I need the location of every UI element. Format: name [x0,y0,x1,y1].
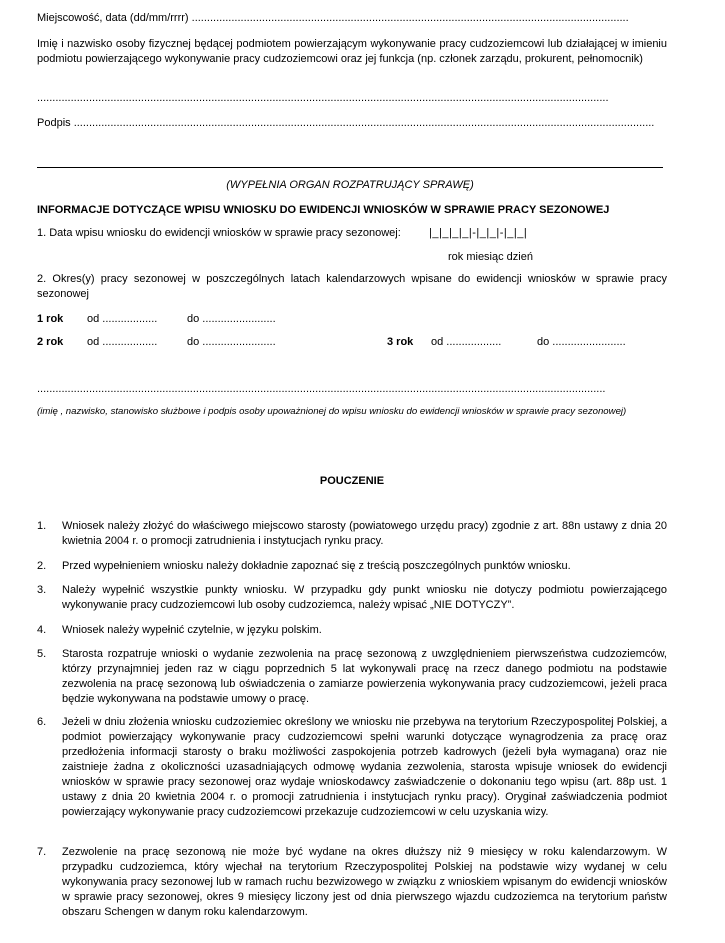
year-2-from-field: od .................. [87,336,158,348]
instruction-text: Jeżeli w dniu złożenia wniosku cudzoziemiec określony we wniosku nie przebywa na terytorium Rzeczypospolitej Polskiej, a podmiot powierzający wykonywanie pracy cudzoziemcowi spełni warunki dotyczące wynagrodzenia za pracę oraz przedłożenia informacji starosty o braku możliwości zaspokojenia potrzeb kadrowych (jeżeli była wymagana) oraz nie zaistnieje żadna z okoliczności uzasadniających odmowę wydania zezwolenia, starosta wpisuje wniosek do ewidencji wniosków w sprawie pracy sezonowej oraz wydaje wnioskodawcy zaświadczenie o dokonaniu tego wpisu (art. 88p ust. 1 ustawy z dnia 20 kwietnia 2004 r. o promocji zatrudnienia i instytucjach rynku pracy). Oryginał zaświadczenia podmiot powierzający wykonywanie pracy cudzoziemcowi przekazuje cudzoziemcowi w celu uzyskania wizy. [62,716,667,818]
year-2-to-field: do ........................ [187,336,276,348]
instruction-number: 5. [37,648,47,660]
instruction-number: 3. [37,584,47,596]
person-info-dots: ........................................................................................................................................................................................... [37,92,609,104]
section-divider [37,167,663,168]
instruction-text: Wniosek należy złożyć do właściwego miejscowo starosty (powiatowego urzędu pracy) zgodnie z art. 88n ustawy z dnia 20 kwietnia 2004 r. o promocji zatrudnienia i instytucjach rynku pracy. [62,520,667,547]
instruction-text: Starosta rozpatruje wnioski o wydanie zezwolenia na pracę sezonową z uwzględnieniem pierwszeństwa cudzoziemców, którzy przynajmniej jeden raz w ciągu poprzednich 5 lat wykonywali pracę na rzecz danego podmiotu na podstawie zezwolenia na pracę sezonową lub oświadczenia o zamiarze powierzenia wykonywania pracy cudzoziemcowi, jeżeli praca będzie wykonywana na podstawie umowy o pracę. [62,648,667,705]
year-1-label: 1 rok [37,313,64,325]
filled-by-organ-note: (WYPEŁNIA ORGAN ROZPATRUJĄCY SPRAWĘ) [226,179,474,191]
instruction-number: 7. [37,846,47,858]
instructions-title: POUCZENIE [319,475,385,487]
year-1-to-field: do ........................ [187,313,276,325]
instruction-text: Wniosek należy wypełnić czytelnie, w języku polskim. [62,624,322,636]
instruction-number: 6. [37,716,47,728]
instruction-text: Przed wypełnieniem wniosku należy dokładnie zapoznać się z treścią poszczególnych punktów wniosku. [62,560,571,572]
place-date-field: Miejscowość, data (dd/mm/rrrr) ............................................................................................................................................... [37,12,629,24]
person-info-label: Imię i nazwisko osoby fizycznej będącej podmiotem powierzającym wykonywanie pracy cudzoziemcowi lub działającej w imieniu podmiotu powierzającego wykonywanie pracy cudzoziemcowi oraz jej funkcja (np. członek zarządu, prokurent, pełnomocnik) [37,38,667,65]
instruction-number: 1. [37,520,47,532]
entry-date-label: 1. Data wpisu wniosku do ewidencji wniosków w sprawie pracy sezonowej: [37,227,401,239]
year-3-to-field: do ........................ [537,336,626,348]
instruction-text: Zezwolenie na pracę sezonową nie może być wydane na okres dłuższy niż 9 miesięcy w roku kalendarzowym. W przypadku cudzoziemca, który wjechał na terytorium Rzeczypospolitej Polskiej na podstawie wizy wydanej w celu wykonywania pracy sezonowej lub w ramach ruchu bezwizowego w związku z wnioskiem wpisanym do ewidencji wniosków w sprawie pracy sezonowej, okres 9 miesięcy liczony jest od dnia pierwszego wjazdu cudzoziemca na terytorium państw obszaru Schengen w danym roku kalendarzowym. [62,846,667,918]
entry-date-caption: rok miesiąc dzień [448,251,533,263]
entry-date-boxes: |_|_|_|_|-|_|_|-|_|_| [429,227,528,239]
periods-label: 2. Okres(y) pracy sezonowej w poszczególnych latach kalendarzowych wpisane do ewidencji wniosków w sprawie pracy sezonowej [37,273,667,300]
instruction-number: 2. [37,560,47,572]
instruction-text: Należy wypełnić wszystkie punkty wniosku. W przypadku gdy punkt wniosku nie dotyczy podmiotu powierzającego wykonywanie pracy cudzoziemcowi lub osoby cudzoziemca, należy wpisać „NIE DOTYCZY”. [62,584,667,611]
organ-section-title: INFORMACJE DOTYCZĄCE WPISU WNIOSKU DO EWIDENCJI WNIOSKÓW W SPRAWIE PRACY SEZONOWEJ [37,204,610,216]
official-signature-dots: .......................................................................................................................................................................................... [37,383,606,395]
year-2-label: 2 rok [37,336,64,348]
year-3-label: 3 rok [387,336,414,348]
year-3-from-field: od .................. [431,336,502,348]
year-1-from-field: od .................. [87,313,158,325]
instruction-number: 4. [37,624,47,636]
signature-field: Podpis .............................................................................................................................................................................................. [37,117,655,129]
official-signature-caption: (imię , nazwisko, stanowisko służbowe i podpis osoby upoważnionej do wpisu wniosku do ewidencji wniosków w sprawie pracy sezonowej) [37,406,627,417]
